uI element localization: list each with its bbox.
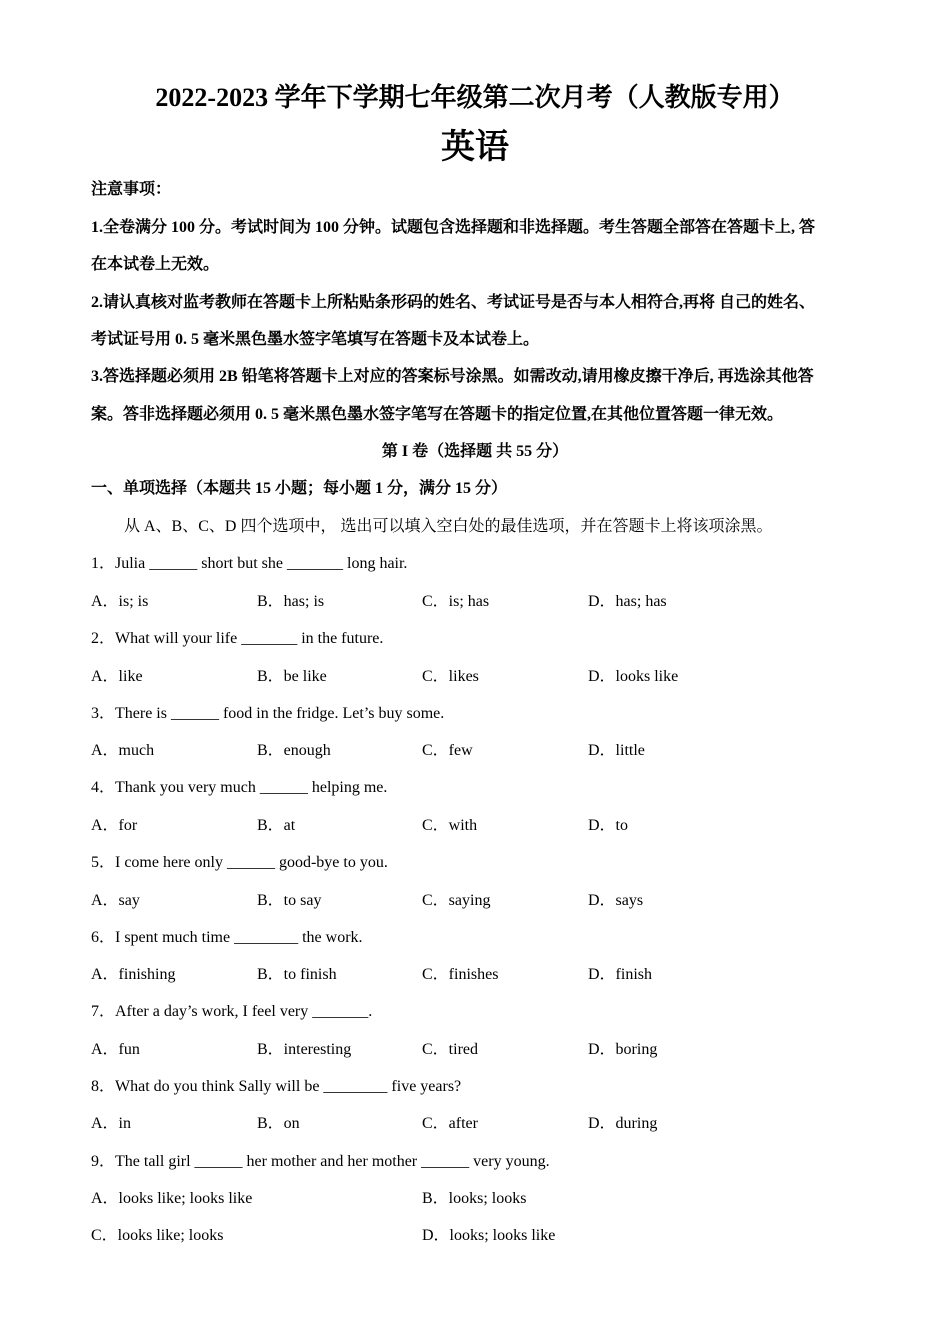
question-stem: 4．Thank you very much ______ helping me. <box>91 779 388 796</box>
question-stem: 9．The tall girl ______ her mother and her mother ______ very young. <box>91 1153 550 1170</box>
option-a: A．fun <box>91 1041 140 1058</box>
question-stem: 3．There is ______ food in the fridge. Let’s buy some. <box>91 705 445 722</box>
option-a: A．like <box>91 668 143 685</box>
option-d: D．little <box>588 742 645 759</box>
option-d: D．to <box>588 817 629 834</box>
option-a: A．is; is <box>91 593 149 610</box>
option-b: B．interesting <box>257 1041 352 1058</box>
note-line: 3.答选择题必须用 2B 铅笔将答题卡上对应的答案标号涂黑。如需改动,请用橡皮擦干净后, 再选涂其他答 <box>91 368 814 385</box>
part-title: 第 I 卷（选择题 共 55 分） <box>381 443 569 460</box>
section-heading: 一、单项选择（本题共 15 小题；每小题 1 分，满分 15 分） <box>91 480 508 497</box>
option-c: C．finishes <box>422 966 499 983</box>
option-b: B．to finish <box>257 966 337 983</box>
option-d: D．finish <box>588 966 653 983</box>
option-d: D．during <box>588 1115 658 1132</box>
option-c: C．is; has <box>422 593 490 610</box>
option-a: A．in <box>91 1115 132 1132</box>
note-line: 案。答非选择题必须用 0. 5 毫米黑色墨水签字笔写在答题卡的指定位置,在其他位置答题一律无效。 <box>91 406 784 423</box>
note-line: 在本试卷上无效。 <box>91 256 220 273</box>
section-instruction: 从 A、B、C、D 四个选项中， 选出可以填入空白处的最佳选项，并在答题卡上将该项涂黑。 <box>124 518 773 535</box>
option-a: A．say <box>91 892 140 909</box>
option-d: D．says <box>588 892 644 909</box>
notes-heading: 注意事项： <box>91 181 172 198</box>
option-b: B．looks; looks <box>422 1190 527 1207</box>
question-stem: 2．What will your life _______ in the future. <box>91 630 384 647</box>
option-c: C．few <box>422 742 473 759</box>
option-d: D．looks like <box>588 668 679 685</box>
option-b: B．on <box>257 1115 300 1132</box>
option-c: C．with <box>422 817 478 834</box>
question-stem: 8．What do you think Sally will be ________ five years? <box>91 1078 462 1095</box>
option-d: D．boring <box>588 1041 658 1058</box>
question-stem: 7．After a day’s work, I feel very _______. <box>91 1003 373 1020</box>
question-stem: 6．I spent much time ________ the work. <box>91 929 363 946</box>
option-a: A．for <box>91 817 138 834</box>
option-c: C．tired <box>422 1041 478 1058</box>
option-d: D．has; has <box>588 593 667 610</box>
option-a: A．looks like; looks like <box>91 1190 253 1207</box>
option-c: C．looks like; looks <box>91 1227 224 1244</box>
option-c: C．likes <box>422 668 479 685</box>
option-b: B．at <box>257 817 296 834</box>
option-a: A．finishing <box>91 966 176 983</box>
option-b: B．has; is <box>257 593 325 610</box>
exam-title: 2022-2023 学年下学期七年级第二次月考（人教版专用） <box>155 83 795 112</box>
subject-title: 英语 <box>441 129 509 166</box>
note-line: 1.全卷满分 100 分。考试时间为 100 分钟。试题包含选择题和非选择题。考生答题全部答在答题卡上, 答 <box>91 219 816 236</box>
note-line: 2.请认真核对监考教师在答题卡上所粘贴条形码的姓名、考试证号是否与本人相符合,再将 自己的姓名、 <box>91 294 816 311</box>
option-c: C．saying <box>422 892 491 909</box>
option-a: A．much <box>91 742 155 759</box>
question-stem: 1．Julia ______ short but she _______ long hair. <box>91 555 408 572</box>
question-stem: 5．I come here only ______ good-bye to you. <box>91 854 388 871</box>
option-b: B．be like <box>257 668 327 685</box>
option-b: B．enough <box>257 742 331 759</box>
option-d: D．looks; looks like <box>422 1227 556 1244</box>
option-b: B．to say <box>257 892 322 909</box>
option-c: C．after <box>422 1115 478 1132</box>
note-line: 考试证号用 0. 5 毫米黑色墨水签字笔填写在答题卡及本试卷上。 <box>91 331 540 348</box>
